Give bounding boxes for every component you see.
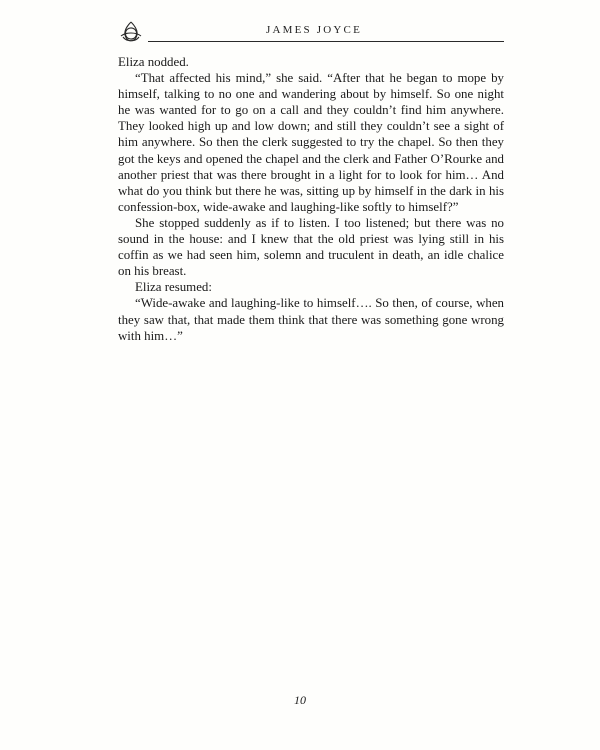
paragraph: Eliza resumed:	[135, 280, 212, 295]
triquetra-icon	[118, 20, 144, 44]
paragraph: She stopped suddenly as if to listen. I too listened; but there was no sound in the house: and I knew that the old priest was lying still in his coffin as we had seen him, solemn and truculent in death, an idle chalice on his breast.	[118, 215, 504, 279]
paragraph: “That affected his mind,” she said. “After that he began to mope by himself, talking to no one and wandering about by himself. So one night he was wanted for to go on a call and they couldn’t find him anywhere. They looked high up and low down; and still they couldn’t see a sight of him anywhere. So then the clerk suggested to try the chapel. So then they got the keys and opened the chapel and the clerk and Father O’Rourke and another priest that was there brought in a light for to look for him… And what do you think but there he was, sitting up by himself in the dark in his confession-box, wide-awake and laughing-like softly to himself?”	[118, 71, 504, 214]
running-head-title: JAMES JOYCE	[266, 24, 363, 36]
header-rule	[148, 41, 504, 42]
paragraph: “Wide-awake and laughing-like to himself…. So then, of course, when they saw that, that made them think that there was something gone wrong with him…”	[118, 296, 504, 343]
body-text	[118, 54, 504, 344]
paragraph: Eliza nodded.	[118, 55, 189, 69]
page-number: 10	[294, 693, 306, 707]
page-header	[118, 20, 504, 48]
